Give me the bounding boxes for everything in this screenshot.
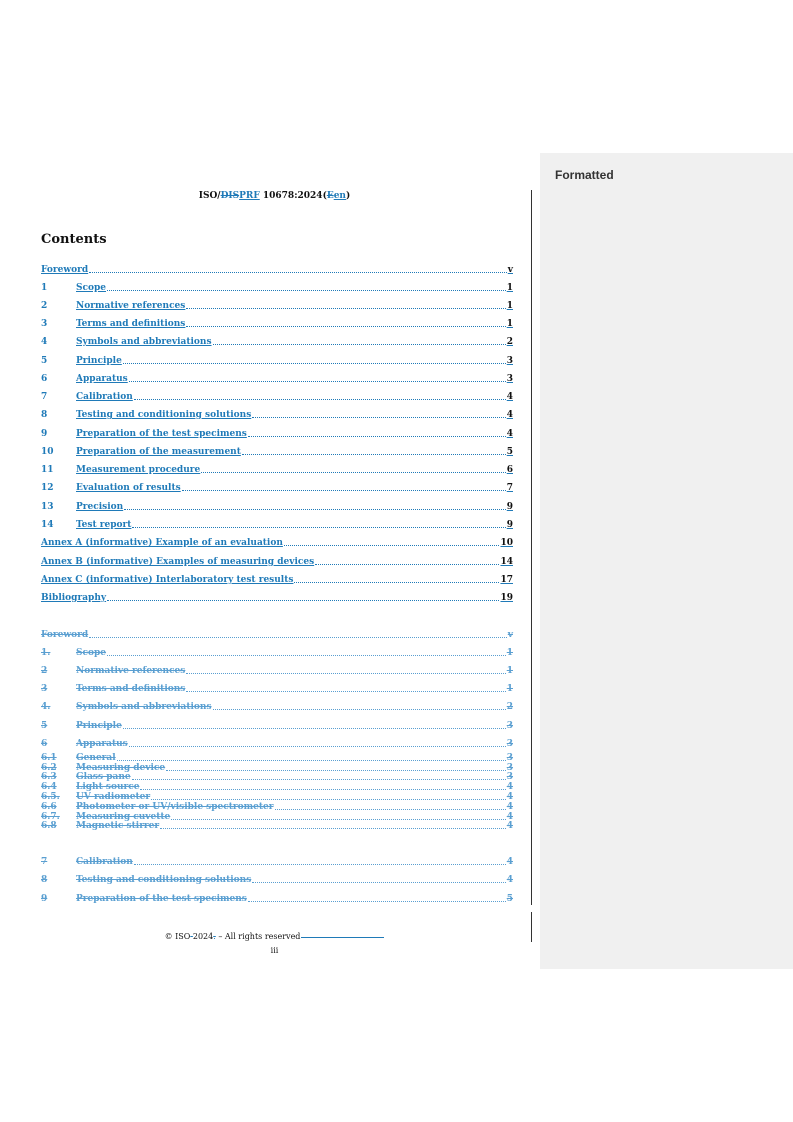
toc-entry[interactable] — [41, 480, 513, 493]
toc-entry-page: 4 — [506, 410, 513, 420]
toc-deleted-entry[interactable] — [41, 891, 513, 904]
toc-entry-page: 5 — [506, 894, 513, 904]
toc-entry-number: 4. — [41, 702, 51, 712]
toc-leader-dots — [89, 637, 507, 638]
toc-entry-title: Foreword — [41, 630, 89, 640]
comment-pane-title: Formatted — [555, 168, 614, 182]
toc-entry-title: Symbols and abbreviations — [76, 337, 212, 347]
toc-entry-number: 6.2 — [41, 763, 57, 773]
toc-entry[interactable] — [41, 262, 513, 275]
toc-entry-page: 14 — [500, 557, 513, 567]
toc-leader-dots — [248, 901, 506, 902]
toc-entry[interactable] — [41, 444, 513, 457]
toc-leader-dots — [107, 290, 506, 291]
toc-leader-dots — [213, 709, 506, 710]
toc-leader-dots — [124, 509, 506, 510]
toc-entry-page: 1 — [506, 684, 513, 694]
toc-entry-page: 3 — [506, 721, 513, 731]
toc-entry-number: 6.5. — [41, 792, 60, 802]
toc-entry-page: 4 — [506, 392, 513, 402]
toc-entry[interactable] — [41, 535, 513, 548]
toc-leader-dots — [201, 472, 506, 473]
toc-entry-title: Calibration — [76, 392, 133, 402]
toc-entry-title: Magnetic stirrer — [76, 821, 160, 831]
toc-entry-number: 6.3 — [41, 772, 57, 782]
toc-entry-page: 3 — [506, 753, 513, 763]
toc-entry-page: 10 — [500, 538, 513, 548]
toc-leader-dots — [107, 655, 506, 656]
toc-leader-dots — [294, 582, 499, 583]
toc-entry-number: 6 — [41, 374, 48, 384]
toc-leader-dots — [89, 272, 507, 273]
toc-entry-title: Evaluation of results — [76, 483, 181, 493]
toc-deleted-entry[interactable] — [41, 681, 513, 694]
toc-entry-number: 6.7. — [41, 812, 60, 822]
toc-leader-dots — [248, 436, 506, 437]
toc-entry-number: 1 — [41, 283, 48, 293]
toc-entry-page: 3 — [506, 739, 513, 749]
toc-leader-dots — [242, 454, 506, 455]
document-header — [41, 191, 508, 201]
toc-deleted-entry[interactable] — [41, 699, 513, 712]
toc-entry[interactable] — [41, 371, 513, 384]
toc-leader-dots — [186, 308, 505, 309]
toc-leader-dots — [315, 564, 499, 565]
header-inserted-en: en — [333, 191, 346, 201]
toc-entry[interactable] — [41, 590, 513, 603]
toc-deleted-entry[interactable] — [41, 872, 513, 885]
toc-deleted-entry[interactable] — [41, 663, 513, 676]
toc-entry-title: Annex A (informative) Example of an evaluation — [41, 538, 283, 548]
toc-entry-title: Annex B (informative) Examples of measuring devices — [41, 557, 315, 567]
toc-entry-page: 4 — [506, 802, 513, 812]
toc-entry-number: 6 — [41, 739, 48, 749]
toc-entry[interactable] — [41, 280, 513, 293]
toc-entry-page: 7 — [506, 483, 513, 493]
toc-entry-number: 5 — [41, 721, 48, 731]
header-number: 10678:2024( — [259, 191, 327, 201]
toc-entry-number: 8 — [41, 875, 48, 885]
toc-entry[interactable] — [41, 426, 513, 439]
toc-entry-title: Photometer or UV/visible spectrometer — [76, 802, 274, 812]
toc-leader-dots — [252, 417, 505, 418]
toc-entry-number: 4 — [41, 337, 48, 347]
toc-entry[interactable] — [41, 462, 513, 475]
toc-entry-number: 2 — [41, 301, 48, 311]
toc-entry-title: Calibration — [76, 857, 133, 867]
toc-entry-page: 4 — [506, 812, 513, 822]
footer-rule — [301, 937, 384, 938]
toc-entry-title: Apparatus — [76, 374, 128, 384]
toc-entry-page: 2 — [506, 337, 513, 347]
toc-entry-page: 3 — [506, 356, 513, 366]
header-deleted-e: E — [326, 191, 334, 201]
toc-entry-number: 6.4 — [41, 782, 57, 792]
toc-leader-dots — [107, 600, 499, 601]
toc-entry[interactable] — [41, 334, 513, 347]
toc-entry-page: 4 — [506, 821, 513, 831]
toc-entry-title: Measurement procedure — [76, 465, 201, 475]
toc-leader-dots — [129, 746, 506, 747]
toc-entry-number: 9 — [41, 894, 48, 904]
toc-entry-title: Principle — [76, 356, 122, 366]
toc-entry-page: 4 — [506, 857, 513, 867]
toc-entry-title: Testing and conditioning solutions — [76, 410, 252, 420]
toc-entry-number: 2 — [41, 666, 48, 676]
contents-title: Contents — [41, 232, 107, 247]
toc-entry-number: 5 — [41, 356, 48, 366]
toc-entry-number: 3 — [41, 684, 48, 694]
toc-entry-page: 17 — [500, 575, 513, 585]
toc-entry[interactable] — [41, 554, 513, 567]
toc-entry-number: 3 — [41, 319, 48, 329]
footer-copyright: © ISO — [164, 932, 191, 941]
toc-leader-dots — [134, 864, 506, 865]
toc-entry-number: 10 — [41, 447, 54, 457]
toc-entry[interactable] — [41, 389, 513, 402]
footer-year: 2024 — [192, 932, 214, 941]
toc-entry-page: 19 — [500, 593, 513, 603]
page-footer — [41, 932, 508, 941]
toc-entry-page: 1 — [506, 319, 513, 329]
toc-leader-dots — [132, 527, 505, 528]
toc-entry-number: 14 — [41, 520, 54, 530]
toc-entry[interactable] — [41, 572, 513, 585]
toc-entry-page: 4 — [506, 429, 513, 439]
toc-entry-number: 6.6 — [41, 802, 57, 812]
toc-entry-page: 2 — [506, 702, 513, 712]
toc-entry-title: Precision — [76, 502, 124, 512]
toc-entry-page: v — [507, 630, 513, 640]
toc-entry-title: Principle — [76, 721, 122, 731]
toc-entry-title: Bibliography — [41, 593, 107, 603]
toc-entry-page: 1 — [506, 301, 513, 311]
toc-entry-title: Testing and conditioning solutions — [76, 875, 252, 885]
footer-deleted-dash: . — [213, 932, 216, 941]
toc-entry-number: 11 — [41, 465, 54, 475]
toc-leader-dots — [182, 490, 506, 491]
change-bar-top — [531, 190, 532, 905]
toc-entry[interactable] — [41, 353, 513, 366]
toc-entry-number: 8 — [41, 410, 48, 420]
toc-entry-title: Measuring cuvette — [76, 812, 171, 822]
toc-entry-page: 4 — [506, 875, 513, 885]
toc-leader-dots — [186, 691, 505, 692]
toc-entry-number: 13 — [41, 502, 54, 512]
toc-entry-title: UV radiometer — [76, 792, 151, 802]
toc-entry-number: 7 — [41, 392, 48, 402]
toc-leader-dots — [129, 381, 506, 382]
toc-entry-page: 1 — [506, 666, 513, 676]
toc-entry[interactable] — [41, 316, 513, 329]
toc-entry-title: Terms and definitions — [76, 684, 186, 694]
toc-entry-title: Foreword — [41, 265, 89, 275]
toc-entry-number: 6.8 — [41, 821, 57, 831]
toc-entry-page: 3 — [506, 772, 513, 782]
toc-deleted-entry[interactable] — [41, 854, 513, 867]
toc-deleted-entry[interactable] — [41, 627, 513, 640]
toc-entry-title: Scope — [76, 283, 107, 293]
toc-entry-number: 12 — [41, 483, 54, 493]
toc-entry-page: 9 — [506, 502, 513, 512]
toc-entry-page: 6 — [506, 465, 513, 475]
toc-entry-page: 5 — [506, 447, 513, 457]
toc-entry-title: Annex C (informative) Interlaboratory test results — [41, 575, 294, 585]
header-deleted-dis: DIS — [220, 191, 240, 201]
toc-entry[interactable] — [41, 407, 513, 420]
toc-leader-dots — [284, 545, 500, 546]
toc-entry[interactable] — [41, 298, 513, 311]
toc-leader-dots — [123, 728, 506, 729]
toc-entry-page: 3 — [506, 374, 513, 384]
toc-entry-title: Glass pane — [76, 772, 131, 782]
comment-pane — [540, 153, 793, 969]
toc-entry-title: Normative references — [76, 301, 186, 311]
toc-entry-page: 4 — [506, 782, 513, 792]
toc-entry-page: 4 — [506, 792, 513, 802]
toc-entry-title: Preparation of the test specimens — [76, 894, 247, 904]
toc-entry-number: 1. — [41, 648, 51, 658]
toc-leader-dots — [123, 363, 506, 364]
toc-leader-dots — [252, 882, 505, 883]
page-number: iii — [270, 946, 279, 955]
toc-entry-number: 7 — [41, 857, 48, 867]
toc-leader-dots — [186, 326, 505, 327]
toc-deleted-entry[interactable] — [41, 818, 513, 831]
toc-entry-title: Preparation of the test specimens — [76, 429, 247, 439]
toc-entry-title: Symbols and abbreviations — [76, 702, 212, 712]
footer-rights: – All rights reserved — [215, 932, 301, 941]
toc-entry[interactable] — [41, 499, 513, 512]
toc-leader-dots — [213, 344, 506, 345]
toc-leader-dots — [134, 399, 506, 400]
toc-entry-title: Normative references — [76, 666, 186, 676]
toc-entry-title: Terms and definitions — [76, 319, 186, 329]
header-prefix: ISO/ — [198, 191, 221, 201]
toc-entry-page: 3 — [506, 763, 513, 773]
toc-entry-number: 6.1 — [41, 753, 57, 763]
toc-leader-dots — [186, 673, 505, 674]
toc-entry-title: Test report — [76, 520, 132, 530]
toc-entry-title: Preparation of the measurement — [76, 447, 241, 457]
toc-deleted-entry[interactable] — [41, 736, 513, 749]
toc-entry-title: Light source — [76, 782, 140, 792]
toc-entry-page: 1 — [506, 283, 513, 293]
change-bar-bottom — [531, 912, 532, 942]
toc-entry-title: Measuring device — [76, 763, 166, 773]
toc-leader-dots — [160, 828, 506, 829]
toc-entry-title: Scope — [76, 648, 107, 658]
toc-entry-title: Apparatus — [76, 739, 128, 749]
toc-entry-page: 9 — [506, 520, 513, 530]
toc-deleted-entry[interactable] — [41, 645, 513, 658]
header-suffix: ) — [345, 191, 351, 201]
toc-entry-number: 9 — [41, 429, 48, 439]
toc-entry-title: General — [76, 753, 116, 763]
header-inserted-prf: PRF — [239, 191, 260, 201]
toc-entry[interactable] — [41, 517, 513, 530]
toc-entry-page: v — [507, 265, 513, 275]
toc-deleted-entry[interactable] — [41, 718, 513, 731]
toc-entry-page: 1 — [506, 648, 513, 658]
